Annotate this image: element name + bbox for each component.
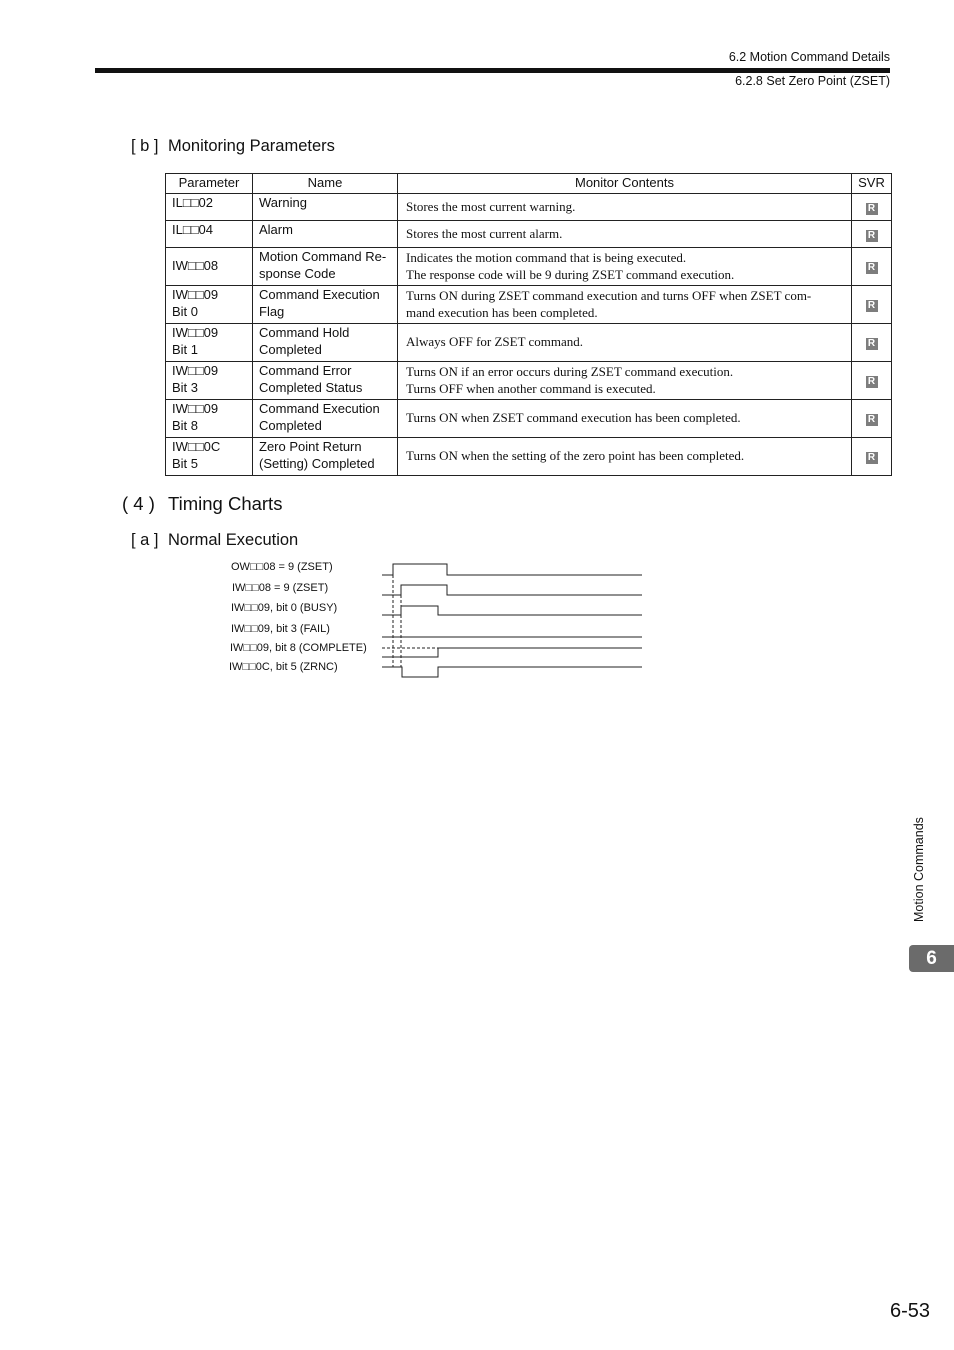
waveform-iw08 bbox=[382, 585, 642, 595]
svr-cell bbox=[852, 438, 892, 476]
col-header-name: Name bbox=[253, 174, 398, 194]
name-cell: Command Execution Flag bbox=[253, 286, 398, 324]
signal-label: IW□□09, bit 0 (BUSY) bbox=[231, 602, 338, 614]
timing-chart bbox=[226, 558, 646, 682]
monitoring-parameters-table bbox=[165, 173, 892, 476]
read-only-icon: R bbox=[866, 230, 878, 242]
name-cell: Motion Command Re- sponse Code bbox=[253, 248, 398, 286]
col-header-parameter: Parameter bbox=[166, 174, 253, 194]
waveform-ow08 bbox=[382, 564, 642, 575]
name-cell: Warning bbox=[253, 194, 398, 221]
param-cell: IW□□0C Bit 5 bbox=[166, 438, 253, 476]
heading-normal-execution bbox=[131, 531, 298, 550]
col-header-monitor-contents: Monitor Contents bbox=[398, 174, 852, 194]
heading-monitoring-parameters bbox=[131, 137, 335, 156]
name-cell: Command Hold Completed bbox=[253, 324, 398, 362]
timing-waveforms bbox=[226, 558, 646, 682]
waveform-complete bbox=[382, 648, 642, 657]
heading-label: [ a ] bbox=[131, 531, 159, 549]
chapter-tab: 6 bbox=[909, 945, 954, 972]
header-subsection: 6.2.8 Set Zero Point (ZSET) bbox=[735, 74, 890, 88]
name-cell: Zero Point Return (Setting) Completed bbox=[253, 438, 398, 476]
param-cell: IL□□04 bbox=[166, 221, 253, 248]
svr-cell bbox=[852, 221, 892, 248]
name-cell: Alarm bbox=[253, 221, 398, 248]
heading-label: ( 4 ) bbox=[122, 493, 155, 514]
table-header-row bbox=[166, 174, 892, 194]
heading-timing-charts bbox=[122, 493, 282, 515]
contents-cell: Turns ON during ZSET command execution and turns OFF when ZSET com- mand execution has been completed. bbox=[398, 286, 852, 324]
header-rule bbox=[95, 68, 890, 73]
heading-title: Timing Charts bbox=[168, 493, 283, 514]
waveform-zrnc bbox=[382, 667, 642, 677]
heading-title: Monitoring Parameters bbox=[168, 137, 335, 155]
param-cell: IW□□09 Bit 1 bbox=[166, 324, 253, 362]
read-only-icon: R bbox=[866, 203, 878, 215]
contents-cell: Stores the most current warning. bbox=[398, 194, 852, 221]
header-section: 6.2 Motion Command Details bbox=[728, 50, 890, 64]
read-only-icon: R bbox=[866, 338, 878, 350]
param-cell: IW□□09 Bit 0 bbox=[166, 286, 253, 324]
table-row bbox=[166, 400, 892, 438]
signal-label: IW□□0C, bit 5 (ZRNC) bbox=[229, 661, 338, 673]
read-only-icon: R bbox=[866, 300, 878, 312]
table-row bbox=[166, 194, 892, 221]
read-only-icon: R bbox=[866, 262, 878, 274]
read-only-icon: R bbox=[866, 414, 878, 426]
svr-cell bbox=[852, 400, 892, 438]
signal-label: IW□□09, bit 8 (COMPLETE) bbox=[230, 642, 367, 654]
table-row bbox=[166, 286, 892, 324]
signal-label: IW□□09, bit 3 (FAIL) bbox=[231, 623, 330, 635]
svr-cell bbox=[852, 324, 892, 362]
contents-cell: Indicates the motion command that is being executed. The response code will be 9 during ZSET command execution. bbox=[398, 248, 852, 286]
contents-cell: Turns ON when the setting of the zero point has been completed. bbox=[398, 438, 852, 476]
table-row bbox=[166, 362, 892, 400]
param-cell: IW□□09 Bit 8 bbox=[166, 400, 253, 438]
table-row bbox=[166, 324, 892, 362]
waveform-busy bbox=[382, 606, 642, 615]
signal-label: OW□□08 = 9 (ZSET) bbox=[231, 561, 333, 573]
col-header-svr: SVR bbox=[852, 174, 892, 194]
contents-cell: Turns ON if an error occurs during ZSET command execution. Turns OFF when another command is executed. bbox=[398, 362, 852, 400]
contents-cell: Turns ON when ZSET command execution has been completed. bbox=[398, 400, 852, 438]
signal-label: IW□□08 = 9 (ZSET) bbox=[232, 582, 329, 594]
chapter-side-title: Motion Commands bbox=[912, 817, 926, 922]
name-cell: Command Error Completed Status bbox=[253, 362, 398, 400]
page-number: 6-53 bbox=[889, 1300, 930, 1322]
contents-cell: Stores the most current alarm. bbox=[398, 221, 852, 248]
read-only-icon: R bbox=[866, 452, 878, 464]
table-row bbox=[166, 438, 892, 476]
name-cell: Command Execution Completed bbox=[253, 400, 398, 438]
table-row bbox=[166, 221, 892, 248]
read-only-icon: R bbox=[866, 376, 878, 388]
svr-cell bbox=[852, 248, 892, 286]
param-cell: IW□□08 bbox=[166, 248, 253, 286]
param-cell: IW□□09 Bit 3 bbox=[166, 362, 253, 400]
table-row bbox=[166, 248, 892, 286]
svr-cell bbox=[852, 286, 892, 324]
contents-cell: Always OFF for ZSET command. bbox=[398, 324, 852, 362]
svr-cell bbox=[852, 194, 892, 221]
param-cell: IL□□02 bbox=[166, 194, 253, 221]
heading-title: Normal Execution bbox=[168, 531, 299, 549]
svr-cell bbox=[852, 362, 892, 400]
heading-label: [ b ] bbox=[131, 137, 159, 155]
